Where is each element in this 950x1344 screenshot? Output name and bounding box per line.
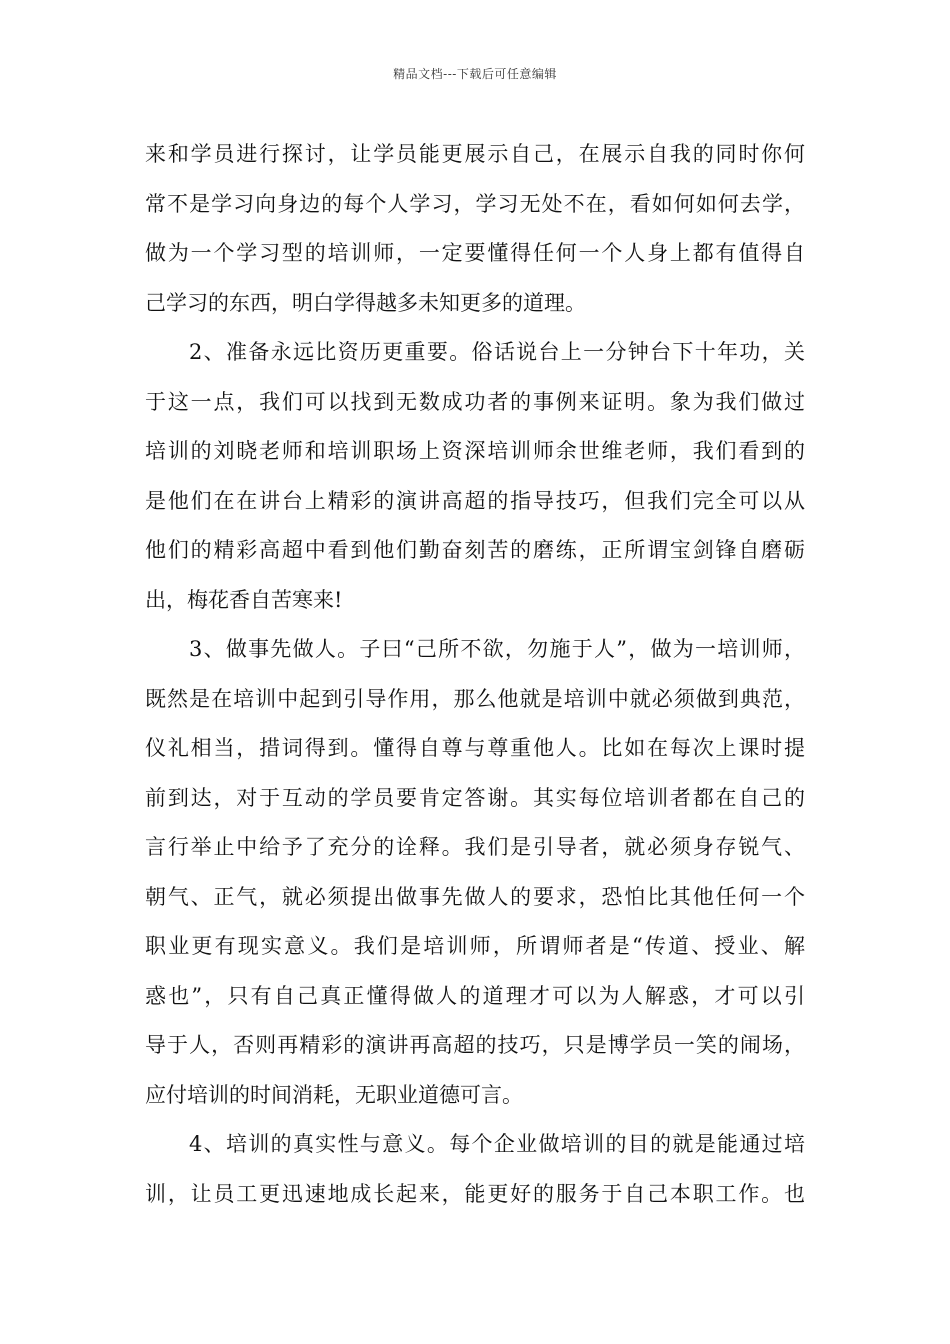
- paragraph-4-start: 4、培训的真实性与意义。每个企业做培训的目的就是能通过培: [189, 1132, 805, 1156]
- text-line: 训，让员工更迅速地成长起来，能更好的服务于自己本职工作。也: [145, 1181, 805, 1206]
- text-line: 他们的精彩高超中看到他们勤奋刻苦的磨练，正所谓宝剑锋自磨砺: [145, 538, 805, 562]
- text-line: 言行举止中给予了充分的诠释。我们是引导者，就必须身存锐气、: [145, 835, 805, 859]
- text-line: 职业更有现实意义。我们是培训师，所谓师者是“传道、授业、解: [145, 934, 805, 958]
- text-line: 是他们在在讲台上精彩的演讲高超的指导技巧，但我们完全可以从: [145, 488, 805, 513]
- paragraph-3-start: 3、做事先做人。子曰“己所不欲，勿施于人”，做为一培训师，: [189, 637, 805, 661]
- text-line: 己学习的东西，明白学得越多未知更多的道理。: [145, 290, 586, 315]
- page-header: 精品文档---下载后可任意编辑: [393, 67, 557, 81]
- text-line: 常不是学习向身边的每个人学习，学习无处不在，看如何如何去学，: [145, 191, 805, 216]
- text-line: 来和学员进行探讨，让学员能更展示自己，在展示自我的同时你何: [145, 142, 805, 166]
- text-line: 于这一点，我们可以找到无数成功者的事例来证明。象为我们做过: [145, 389, 805, 414]
- text-line: 既然是在培训中起到引导作用，那么他就是培训中就必须做到典范，: [145, 686, 805, 711]
- paragraph-2-start: 2、准备永远比资历更重要。俗话说台上一分钟台下十年功，关: [189, 340, 805, 364]
- text-line: 朝气、正气，就必须提出做事先做人的要求，恐怕比其他任何一个: [145, 884, 805, 909]
- text-line: 导于人，否则再精彩的演讲再高超的技巧，只是博学员一笑的闹场，: [145, 1033, 805, 1057]
- text-line: 培训的刘晓老师和培训职场上资深培训师余世维老师，我们看到的: [145, 439, 805, 463]
- text-line: 前到达，对于互动的学员要肯定答谢。其实每位培训者都在自己的: [145, 785, 805, 810]
- body-text: [145, 130, 805, 1219]
- text-line: 惑也”，只有自己真正懂得做人的道理才可以为人解惑，才可以引: [145, 983, 805, 1008]
- text-line: 仪礼相当，措词得到。懂得自尊与尊重他人。比如在每次上课时提: [145, 736, 805, 760]
- text-line: 出，梅花香自苦寒来!: [145, 587, 343, 612]
- text-line: 做为一个学习型的培训师，一定要懂得任何一个人身上都有值得自: [145, 241, 805, 265]
- text-line: 应付培训的时间消耗，无职业道德可言。: [145, 1082, 523, 1107]
